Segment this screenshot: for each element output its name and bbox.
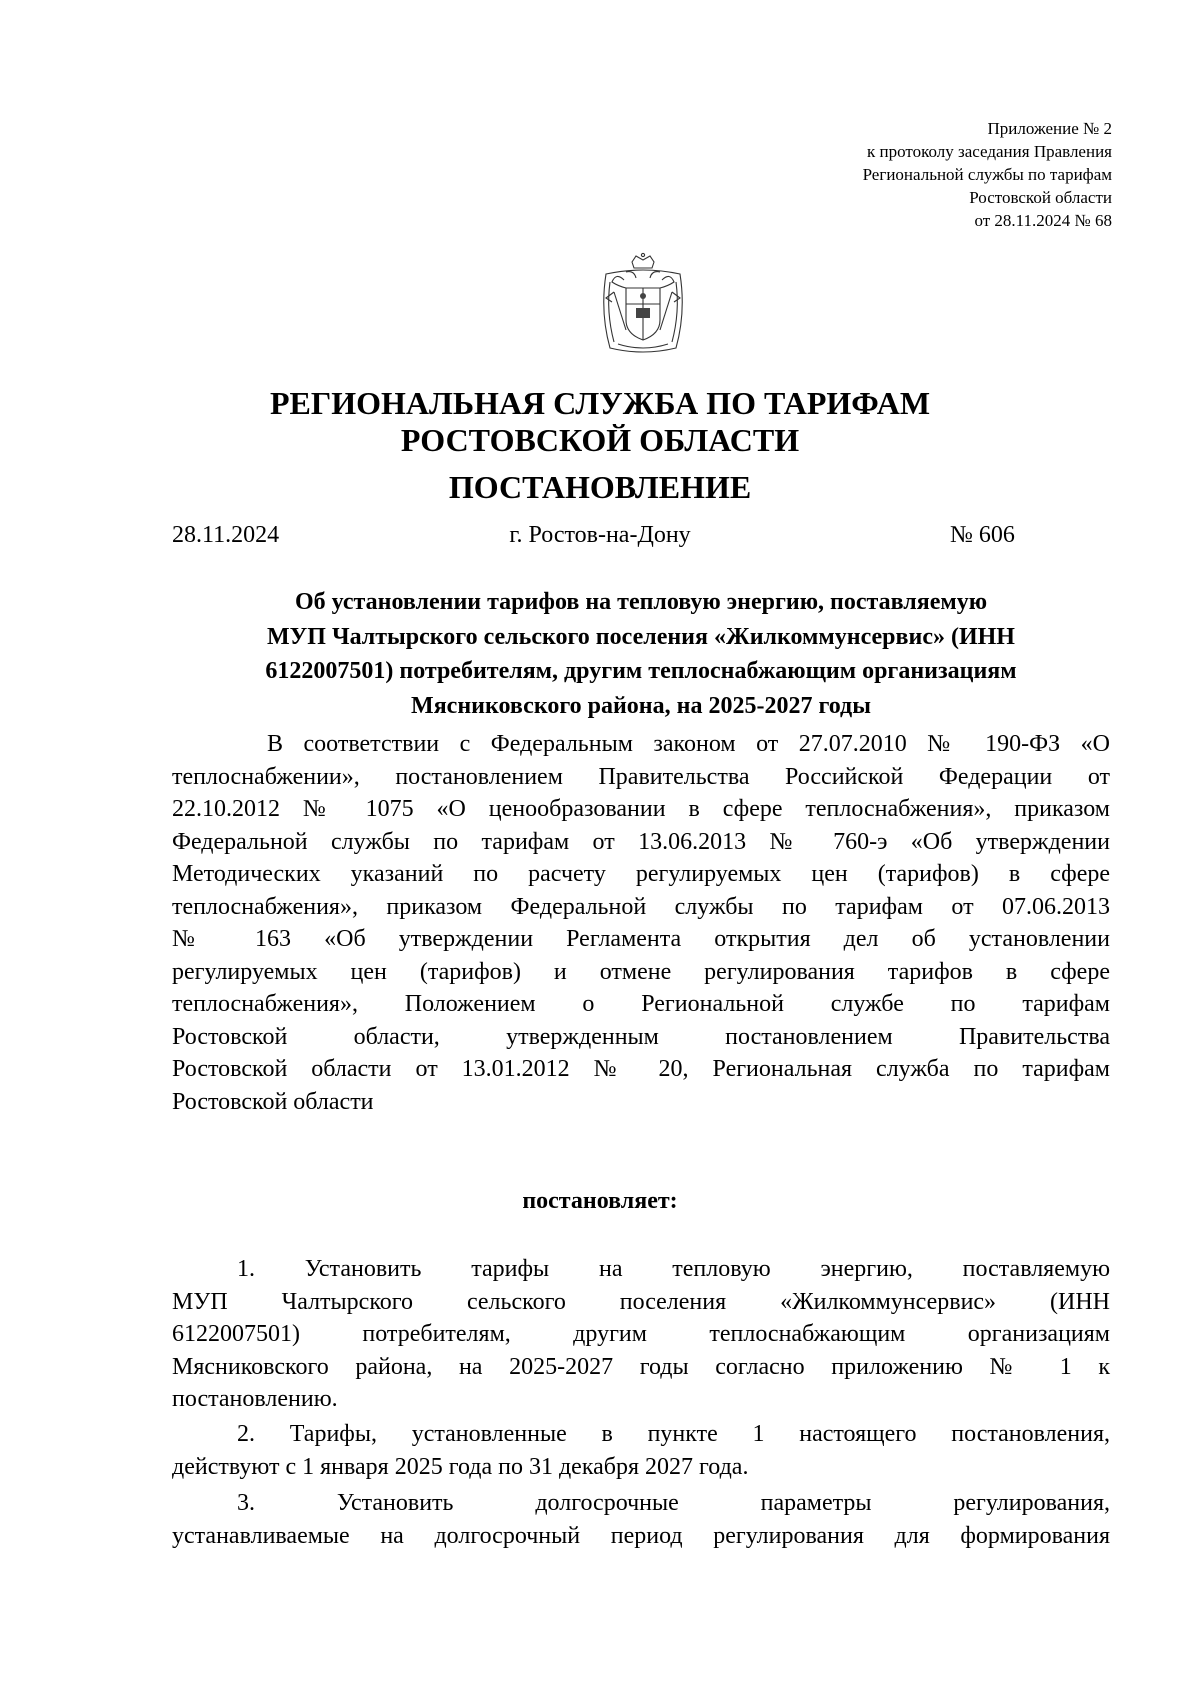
- appendix-note: [692, 117, 1112, 232]
- appendix-line: Приложение № 2: [987, 119, 1112, 138]
- title-line: 6122007501) потребителям, другим теплоснабжающим организациям: [265, 658, 1017, 684]
- preamble-line: Методических указаний по расчету регулируемых цен (тарифов) в сфере: [172, 861, 1110, 887]
- item-line: Мясниковского района, на 2025-2027 годы согласно приложению № 1 к: [172, 1353, 1110, 1380]
- preamble-line: № 163 «Об утверждении Регламента открытия дел об установлении: [172, 926, 1110, 952]
- preamble-paragraph: [172, 728, 1110, 1118]
- preamble-line: 22.10.2012 № 1075 «О ценообразовании в сфере теплоснабжения», приказом: [172, 796, 1110, 822]
- document-date: 28.11.2024: [172, 522, 280, 548]
- document-number: № 606: [950, 522, 1015, 548]
- decree-word: постановляет:: [522, 1188, 678, 1214]
- title-line: Мясниковского района, на 2025-2027 годы: [411, 692, 871, 719]
- coat-of-arms-icon: [596, 252, 690, 358]
- appendix-line: от 28.11.2024 № 68: [974, 211, 1112, 230]
- item-1: [172, 1253, 1110, 1416]
- agency-name-line1: РЕГИОНАЛЬНАЯ СЛУЖБА ПО ТАРИФАМ: [269, 385, 931, 421]
- item-line: действуют с 1 января 2025 года по 31 декабря 2027 года.: [172, 1453, 749, 1480]
- appendix-line: Ростовской области: [969, 188, 1112, 207]
- preamble-line: теплоснабжении», постановлением Правительства Российской Федерации от: [172, 763, 1110, 790]
- item-3: [172, 1487, 1110, 1552]
- item-line: МУП Чалтырского сельского поселения «Жилкоммунсервис» (ИНН: [172, 1288, 1110, 1315]
- appendix-line: Региональной службы по тарифам: [862, 165, 1112, 184]
- preamble-line: теплоснабжения», Положением о Региональной службе по тарифам: [172, 991, 1110, 1017]
- preamble-line: Ростовской области, утвержденным постановлением Правительства: [172, 1023, 1110, 1050]
- agency-name-line2: РОСТОВСКОЙ ОБЛАСТИ: [400, 422, 800, 458]
- preamble-line: В соответствии с Федеральным законом от 27.07.2010 № 190-ФЗ «О: [267, 731, 1110, 757]
- item-line: постановлению.: [172, 1386, 338, 1412]
- item-line: 2. Тарифы, установленные в пункте 1 настоящего постановления,: [237, 1421, 1110, 1447]
- preamble-line: Ростовской области: [172, 1088, 374, 1115]
- preamble-line: Ростовской области от 13.01.2012 № 20, Региональная служба по тарифам: [172, 1056, 1110, 1082]
- appendix-line: к протоколу заседания Правления: [867, 142, 1112, 161]
- document-title: [172, 585, 1110, 723]
- item-line: устанавливаемые на долгосрочный период регулирования для формирования: [172, 1522, 1110, 1549]
- preamble-line: регулируемых цен (тарифов) и отмене регулирования тарифов в сфере: [172, 958, 1110, 985]
- preamble-line: Федеральной службы по тарифам от 13.06.2013 № 760-э «Об утверждении: [172, 828, 1110, 855]
- item-line: 1. Установить тарифы на тепловую энергию, поставляемую: [237, 1256, 1110, 1282]
- document-type: ПОСТАНОВЛЕНИЕ: [448, 469, 752, 505]
- item-2: [172, 1418, 1110, 1483]
- document-city: г. Ростов-на-Дону: [509, 522, 691, 548]
- preamble-line: теплоснабжения», приказом Федеральной службы по тарифам от 07.06.2013: [172, 893, 1110, 920]
- title-line: Об установлении тарифов на тепловую энергию, поставляемую: [294, 589, 988, 615]
- item-line: 6122007501) потребителям, другим теплоснабжающим организациям: [172, 1321, 1110, 1347]
- item-line: 3. Установить долгосрочные параметры регулирования,: [237, 1490, 1110, 1516]
- title-line: МУП Чалтырского сельского поселения «Жилкоммунсервис» (ИНН: [267, 623, 1015, 650]
